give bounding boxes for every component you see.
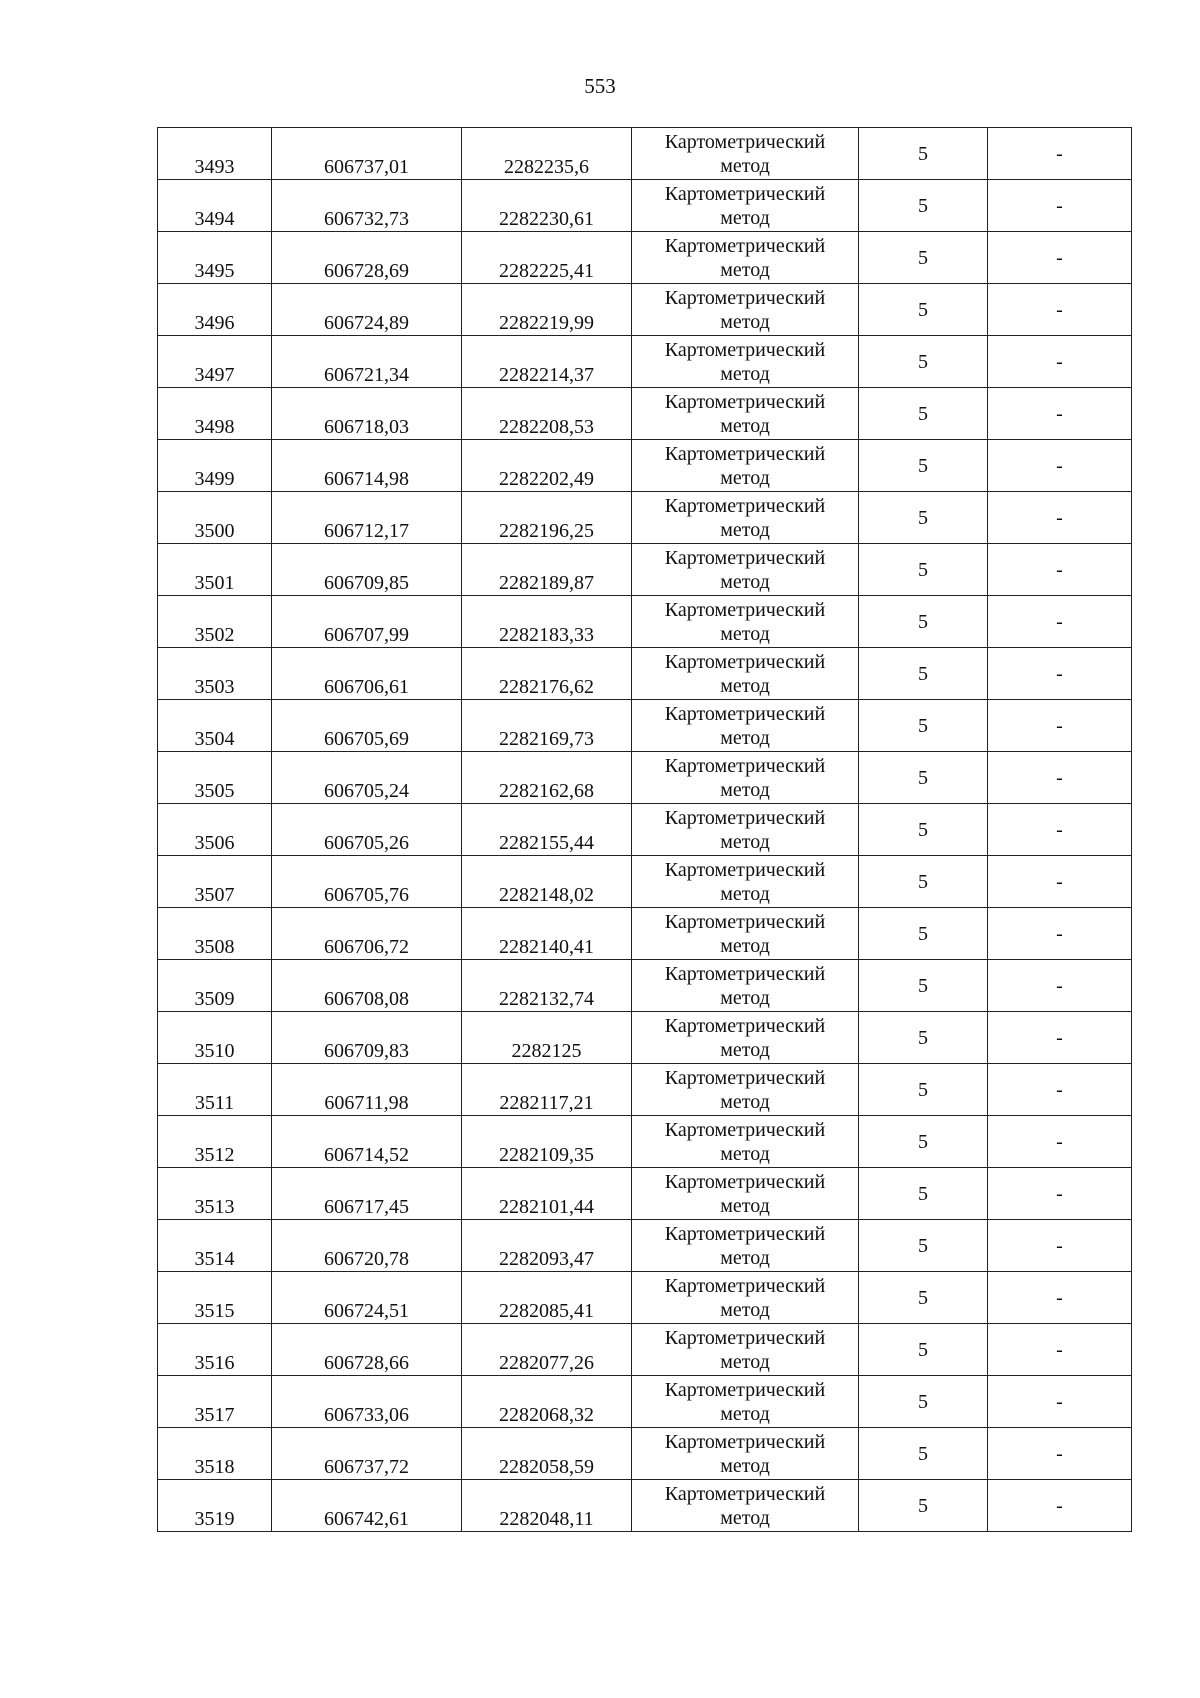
table-row xyxy=(158,1064,1132,1116)
method-cell xyxy=(632,388,859,440)
method-text: Картометрический метод xyxy=(664,650,826,697)
point-number-cell: 3495 xyxy=(158,232,272,284)
table-row xyxy=(158,1220,1132,1272)
method-text: Картометрический метод xyxy=(664,1118,826,1165)
point-number-cell: 3508 xyxy=(158,908,272,960)
precision-cell: 5 xyxy=(859,492,988,544)
x-coordinate-cell: 606721,34 xyxy=(272,336,462,388)
precision-cell: 5 xyxy=(859,1168,988,1220)
method-text: Картометрический метод xyxy=(664,182,826,229)
method-cell xyxy=(632,544,859,596)
method-cell xyxy=(632,752,859,804)
table-row xyxy=(158,1480,1132,1532)
point-number-cell: 3507 xyxy=(158,856,272,908)
method-cell xyxy=(632,700,859,752)
y-coordinate-cell: 2282140,41 xyxy=(462,908,632,960)
method-text: Картометрический метод xyxy=(664,806,826,853)
y-coordinate-cell: 2282068,32 xyxy=(462,1376,632,1428)
method-text: Картометрический метод xyxy=(664,234,826,281)
x-coordinate-cell: 606733,06 xyxy=(272,1376,462,1428)
method-text: Картометрический метод xyxy=(664,130,826,177)
note-cell: - xyxy=(988,856,1132,908)
x-coordinate-cell: 606720,78 xyxy=(272,1220,462,1272)
precision-cell: 5 xyxy=(859,856,988,908)
x-coordinate-cell: 606737,01 xyxy=(272,128,462,180)
method-cell xyxy=(632,440,859,492)
method-text: Картометрический метод xyxy=(664,910,826,957)
precision-cell: 5 xyxy=(859,440,988,492)
y-coordinate-cell: 2282196,25 xyxy=(462,492,632,544)
y-coordinate-cell: 2282183,33 xyxy=(462,596,632,648)
x-coordinate-cell: 606728,66 xyxy=(272,1324,462,1376)
note-cell: - xyxy=(988,1324,1132,1376)
point-number-cell: 3493 xyxy=(158,128,272,180)
point-number-cell: 3494 xyxy=(158,180,272,232)
y-coordinate-cell: 2282132,74 xyxy=(462,960,632,1012)
method-text: Картометрический метод xyxy=(664,1482,826,1529)
method-cell xyxy=(632,492,859,544)
table-row xyxy=(158,492,1132,544)
y-coordinate-cell: 2282085,41 xyxy=(462,1272,632,1324)
precision-cell: 5 xyxy=(859,1376,988,1428)
table-row xyxy=(158,388,1132,440)
precision-cell: 5 xyxy=(859,1220,988,1272)
method-cell xyxy=(632,1272,859,1324)
x-coordinate-cell: 606706,72 xyxy=(272,908,462,960)
precision-cell: 5 xyxy=(859,960,988,1012)
precision-cell: 5 xyxy=(859,388,988,440)
table-row xyxy=(158,752,1132,804)
table-row xyxy=(158,1272,1132,1324)
x-coordinate-cell: 606705,76 xyxy=(272,856,462,908)
method-cell xyxy=(632,336,859,388)
method-text: Картометрический метод xyxy=(664,286,826,333)
x-coordinate-cell: 606714,52 xyxy=(272,1116,462,1168)
note-cell: - xyxy=(988,1168,1132,1220)
table-row xyxy=(158,284,1132,336)
note-cell: - xyxy=(988,1012,1132,1064)
coordinates-table xyxy=(157,127,1132,1532)
method-text: Картометрический метод xyxy=(664,494,826,541)
point-number-cell: 3498 xyxy=(158,388,272,440)
y-coordinate-cell: 2282155,44 xyxy=(462,804,632,856)
table-row xyxy=(158,804,1132,856)
point-number-cell: 3497 xyxy=(158,336,272,388)
y-coordinate-cell: 2282125 xyxy=(462,1012,632,1064)
point-number-cell: 3511 xyxy=(158,1064,272,1116)
x-coordinate-cell: 606706,61 xyxy=(272,648,462,700)
note-cell: - xyxy=(988,440,1132,492)
y-coordinate-cell: 2282219,99 xyxy=(462,284,632,336)
table-row xyxy=(158,856,1132,908)
method-text: Картометрический метод xyxy=(664,1222,826,1269)
note-cell: - xyxy=(988,752,1132,804)
x-coordinate-cell: 606737,72 xyxy=(272,1428,462,1480)
y-coordinate-cell: 2282162,68 xyxy=(462,752,632,804)
table-row xyxy=(158,336,1132,388)
note-cell: - xyxy=(988,1220,1132,1272)
point-number-cell: 3501 xyxy=(158,544,272,596)
table-row xyxy=(158,960,1132,1012)
precision-cell: 5 xyxy=(859,1012,988,1064)
point-number-cell: 3496 xyxy=(158,284,272,336)
y-coordinate-cell: 2282093,47 xyxy=(462,1220,632,1272)
method-cell xyxy=(632,1480,859,1532)
precision-cell: 5 xyxy=(859,804,988,856)
precision-cell: 5 xyxy=(859,1324,988,1376)
note-cell: - xyxy=(988,596,1132,648)
note-cell: - xyxy=(988,1480,1132,1532)
method-cell xyxy=(632,596,859,648)
note-cell: - xyxy=(988,1376,1132,1428)
note-cell: - xyxy=(988,648,1132,700)
method-text: Картометрический метод xyxy=(664,1170,826,1217)
method-text: Картометрический метод xyxy=(664,1326,826,1373)
y-coordinate-cell: 2282109,35 xyxy=(462,1116,632,1168)
y-coordinate-cell: 2282214,37 xyxy=(462,336,632,388)
point-number-cell: 3516 xyxy=(158,1324,272,1376)
table-row xyxy=(158,1116,1132,1168)
note-cell: - xyxy=(988,908,1132,960)
method-cell xyxy=(632,128,859,180)
point-number-cell: 3499 xyxy=(158,440,272,492)
y-coordinate-cell: 2282169,73 xyxy=(462,700,632,752)
y-coordinate-cell: 2282176,62 xyxy=(462,648,632,700)
precision-cell: 5 xyxy=(859,544,988,596)
note-cell: - xyxy=(988,700,1132,752)
table-row xyxy=(158,1428,1132,1480)
method-cell xyxy=(632,1428,859,1480)
precision-cell: 5 xyxy=(859,596,988,648)
table-row xyxy=(158,1168,1132,1220)
y-coordinate-cell: 2282235,6 xyxy=(462,128,632,180)
y-coordinate-cell: 2282058,59 xyxy=(462,1428,632,1480)
coordinates-table-body xyxy=(158,128,1132,1532)
note-cell: - xyxy=(988,1428,1132,1480)
method-text: Картометрический метод xyxy=(664,338,826,385)
method-text: Картометрический метод xyxy=(664,1014,826,1061)
method-text: Картометрический метод xyxy=(664,598,826,645)
method-cell xyxy=(632,1220,859,1272)
table-row xyxy=(158,596,1132,648)
method-text: Картометрический метод xyxy=(664,702,826,749)
y-coordinate-cell: 2282225,41 xyxy=(462,232,632,284)
table-row xyxy=(158,648,1132,700)
x-coordinate-cell: 606708,08 xyxy=(272,960,462,1012)
x-coordinate-cell: 606711,98 xyxy=(272,1064,462,1116)
table-row xyxy=(158,700,1132,752)
x-coordinate-cell: 606707,99 xyxy=(272,596,462,648)
note-cell: - xyxy=(988,284,1132,336)
method-cell xyxy=(632,856,859,908)
method-cell xyxy=(632,1012,859,1064)
point-number-cell: 3512 xyxy=(158,1116,272,1168)
precision-cell: 5 xyxy=(859,648,988,700)
y-coordinate-cell: 2282230,61 xyxy=(462,180,632,232)
x-coordinate-cell: 606714,98 xyxy=(272,440,462,492)
point-number-cell: 3506 xyxy=(158,804,272,856)
point-number-cell: 3502 xyxy=(158,596,272,648)
precision-cell: 5 xyxy=(859,1480,988,1532)
note-cell: - xyxy=(988,492,1132,544)
method-cell xyxy=(632,1064,859,1116)
y-coordinate-cell: 2282208,53 xyxy=(462,388,632,440)
precision-cell: 5 xyxy=(859,128,988,180)
precision-cell: 5 xyxy=(859,232,988,284)
x-coordinate-cell: 606705,69 xyxy=(272,700,462,752)
note-cell: - xyxy=(988,1116,1132,1168)
y-coordinate-cell: 2282101,44 xyxy=(462,1168,632,1220)
method-cell xyxy=(632,180,859,232)
precision-cell: 5 xyxy=(859,1116,988,1168)
point-number-cell: 3513 xyxy=(158,1168,272,1220)
y-coordinate-cell: 2282148,02 xyxy=(462,856,632,908)
precision-cell: 5 xyxy=(859,336,988,388)
precision-cell: 5 xyxy=(859,1428,988,1480)
note-cell: - xyxy=(988,180,1132,232)
point-number-cell: 3515 xyxy=(158,1272,272,1324)
y-coordinate-cell: 2282077,26 xyxy=(462,1324,632,1376)
x-coordinate-cell: 606705,26 xyxy=(272,804,462,856)
method-text: Картометрический метод xyxy=(664,1066,826,1113)
method-text: Картометрический метод xyxy=(664,442,826,489)
method-cell xyxy=(632,1116,859,1168)
method-cell xyxy=(632,908,859,960)
point-number-cell: 3509 xyxy=(158,960,272,1012)
precision-cell: 5 xyxy=(859,700,988,752)
method-cell xyxy=(632,1376,859,1428)
note-cell: - xyxy=(988,544,1132,596)
x-coordinate-cell: 606724,89 xyxy=(272,284,462,336)
x-coordinate-cell: 606709,85 xyxy=(272,544,462,596)
precision-cell: 5 xyxy=(859,1064,988,1116)
y-coordinate-cell: 2282189,87 xyxy=(462,544,632,596)
precision-cell: 5 xyxy=(859,752,988,804)
table-row xyxy=(158,1324,1132,1376)
method-cell xyxy=(632,232,859,284)
table-row xyxy=(158,180,1132,232)
x-coordinate-cell: 606724,51 xyxy=(272,1272,462,1324)
method-text: Картометрический метод xyxy=(664,1378,826,1425)
note-cell: - xyxy=(988,1272,1132,1324)
method-cell xyxy=(632,1168,859,1220)
x-coordinate-cell: 606712,17 xyxy=(272,492,462,544)
method-text: Картометрический метод xyxy=(664,754,826,801)
x-coordinate-cell: 606717,45 xyxy=(272,1168,462,1220)
note-cell: - xyxy=(988,232,1132,284)
table-row xyxy=(158,128,1132,180)
table-row xyxy=(158,1012,1132,1064)
note-cell: - xyxy=(988,804,1132,856)
method-cell xyxy=(632,284,859,336)
y-coordinate-cell: 2282048,11 xyxy=(462,1480,632,1532)
page-number: 553 xyxy=(584,74,616,98)
point-number-cell: 3514 xyxy=(158,1220,272,1272)
x-coordinate-cell: 606742,61 xyxy=(272,1480,462,1532)
method-cell xyxy=(632,804,859,856)
point-number-cell: 3517 xyxy=(158,1376,272,1428)
note-cell: - xyxy=(988,1064,1132,1116)
table-row xyxy=(158,908,1132,960)
table-row xyxy=(158,440,1132,492)
method-text: Картометрический метод xyxy=(664,858,826,905)
note-cell: - xyxy=(988,336,1132,388)
point-number-cell: 3504 xyxy=(158,700,272,752)
x-coordinate-cell: 606732,73 xyxy=(272,180,462,232)
method-cell xyxy=(632,648,859,700)
y-coordinate-cell: 2282117,21 xyxy=(462,1064,632,1116)
method-text: Картометрический метод xyxy=(664,390,826,437)
x-coordinate-cell: 606709,83 xyxy=(272,1012,462,1064)
point-number-cell: 3503 xyxy=(158,648,272,700)
precision-cell: 5 xyxy=(859,284,988,336)
y-coordinate-cell: 2282202,49 xyxy=(462,440,632,492)
method-text: Картометрический метод xyxy=(664,962,826,1009)
precision-cell: 5 xyxy=(859,908,988,960)
point-number-cell: 3510 xyxy=(158,1012,272,1064)
x-coordinate-cell: 606728,69 xyxy=(272,232,462,284)
point-number-cell: 3519 xyxy=(158,1480,272,1532)
method-text: Картометрический метод xyxy=(664,1274,826,1321)
method-cell xyxy=(632,960,859,1012)
precision-cell: 5 xyxy=(859,180,988,232)
point-number-cell: 3505 xyxy=(158,752,272,804)
note-cell: - xyxy=(988,960,1132,1012)
table-row xyxy=(158,544,1132,596)
note-cell: - xyxy=(988,128,1132,180)
table-row xyxy=(158,232,1132,284)
x-coordinate-cell: 606705,24 xyxy=(272,752,462,804)
point-number-cell: 3500 xyxy=(158,492,272,544)
table-row xyxy=(158,1376,1132,1428)
method-text: Картометрический метод xyxy=(664,1430,826,1477)
x-coordinate-cell: 606718,03 xyxy=(272,388,462,440)
method-text: Картометрический метод xyxy=(664,546,826,593)
method-cell xyxy=(632,1324,859,1376)
precision-cell: 5 xyxy=(859,1272,988,1324)
note-cell: - xyxy=(988,388,1132,440)
point-number-cell: 3518 xyxy=(158,1428,272,1480)
